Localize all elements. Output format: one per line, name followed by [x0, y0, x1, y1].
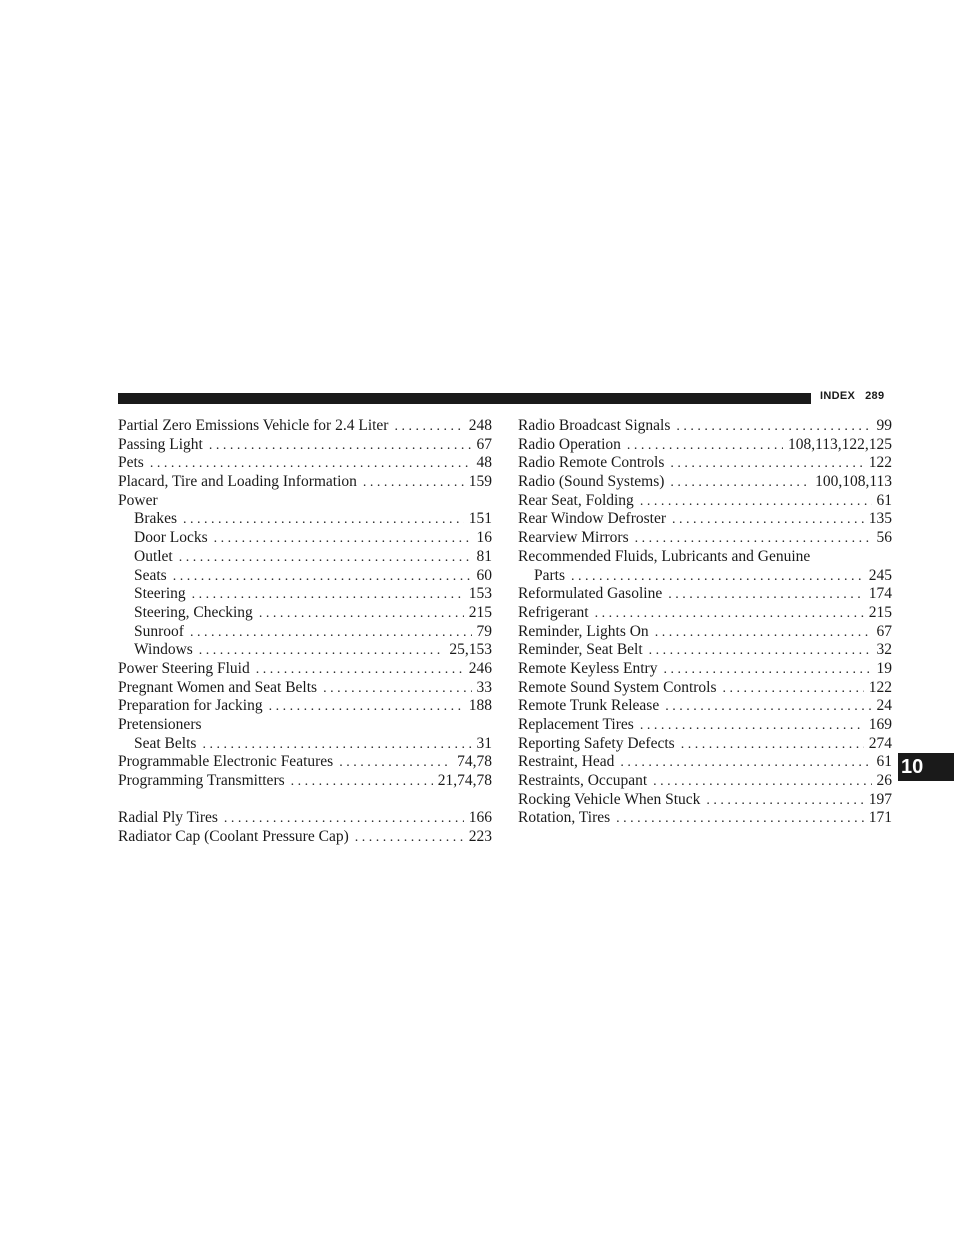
entry-pages: 159: [468, 473, 492, 491]
entry-pages: 48: [476, 454, 492, 472]
entry-pages: 248: [468, 417, 492, 434]
entry-term: Placard, Tire and Loading Information: [118, 473, 357, 491]
index-entry: [518, 623, 892, 642]
entry-term: Rocking Vehicle When Stuck: [518, 790, 701, 808]
chapter-tab: 10: [898, 753, 954, 781]
entry-term: Rear Seat, Folding: [518, 491, 634, 509]
entry-term: Preparation for Jacking: [118, 697, 263, 715]
index-subentry: [518, 567, 892, 586]
entry-term: Door Locks: [134, 529, 208, 547]
dot-leader: [199, 642, 445, 660]
index-entry: [518, 473, 892, 492]
index-entry: [518, 697, 892, 716]
entry-term: Reporting Safety Defects: [518, 734, 675, 752]
dot-leader: [224, 810, 464, 828]
entry-term: Pregnant Women and Seat Belts: [118, 678, 318, 696]
dot-leader: [150, 455, 472, 473]
dot-leader: [291, 773, 433, 791]
index-entry: [118, 436, 492, 455]
index-entry: [518, 417, 892, 436]
index-subentry: [118, 585, 492, 604]
entry-pages: 16: [476, 529, 492, 547]
entry-pages: 25,153: [449, 641, 492, 659]
entry-pages: 174: [868, 585, 892, 603]
entry-term: Restraints, Occupant: [518, 772, 648, 790]
entry-term: Refrigerant: [518, 603, 589, 621]
dot-leader: [394, 418, 463, 436]
dot-leader: [627, 437, 783, 455]
entry-term: Reminder, Lights On: [518, 622, 649, 640]
index-entry: [118, 473, 492, 492]
entry-pages: 245: [868, 566, 892, 584]
entry-term: Replacement Tires: [518, 716, 634, 733]
dot-leader: [670, 455, 863, 473]
entry-term: Brakes: [134, 510, 178, 528]
entry-pages: 169: [868, 716, 892, 733]
entry-term: Windows: [134, 641, 193, 659]
entry-pages: 67: [476, 435, 492, 453]
index-entry: [518, 716, 892, 735]
entry-pages: 24: [876, 697, 892, 715]
entry-pages: 61: [876, 753, 892, 771]
entry-term: Parts: [534, 566, 565, 584]
index-entry: [518, 436, 892, 455]
entry-pages: 122: [868, 454, 892, 472]
running-header: [820, 390, 884, 402]
entry-pages: 122: [868, 678, 892, 696]
index-entry: [118, 828, 492, 847]
index-column-right: [518, 417, 892, 828]
entry-term: Partial Zero Emissions Vehicle for 2.4 Liter: [118, 417, 389, 434]
dot-leader: [571, 568, 864, 586]
entry-pages: 19: [876, 659, 892, 677]
index-entry: [518, 679, 892, 698]
entry-pages: 79: [476, 622, 492, 640]
index-entry: [118, 772, 492, 791]
entry-gap: [118, 791, 492, 810]
index-entry: [518, 753, 892, 772]
index-entry: [118, 753, 492, 772]
entry-pages: 223: [468, 828, 492, 846]
entry-term: Remote Keyless Entry: [518, 659, 658, 677]
entry-term: Pets: [118, 454, 144, 472]
entry-pages: 100,108,113: [815, 473, 892, 491]
entry-term: Radio (Sound Systems): [518, 473, 665, 491]
entry-term: Passing Light: [118, 435, 203, 453]
index-entry: [518, 791, 892, 810]
index-subentry: [118, 548, 492, 567]
index-entry: [118, 809, 492, 828]
index-entry: [518, 492, 892, 511]
entry-term: Radiator Cap (Coolant Pressure Cap): [118, 828, 349, 846]
index-entry: [518, 772, 892, 791]
entry-term: Radial Ply Tires: [118, 809, 218, 827]
dot-leader: [192, 586, 464, 604]
entry-term: Radio Remote Controls: [518, 454, 665, 472]
index-entry: [518, 510, 892, 529]
dot-leader: [681, 736, 864, 754]
entry-term: Steering: [134, 585, 186, 603]
index-entry: [518, 735, 892, 754]
entry-term: Rotation, Tires: [518, 809, 611, 827]
entry-term: Reformulated Gasoline: [518, 585, 663, 603]
entry-pages: 61: [876, 491, 892, 509]
dot-leader: [706, 792, 863, 810]
entry-term: Outlet: [134, 547, 173, 565]
index-subentry: [118, 510, 492, 529]
dot-leader: [183, 511, 464, 529]
index-column-left: [118, 417, 492, 847]
entry-pages: 67: [876, 622, 892, 640]
dot-leader: [620, 754, 871, 772]
dot-leader: [179, 549, 472, 567]
index-entry: [518, 641, 892, 660]
dot-leader: [209, 437, 472, 455]
entry-term: Programming Transmitters: [118, 772, 285, 790]
index-entry: [118, 660, 492, 679]
dot-leader: [672, 511, 864, 529]
index-entry: [118, 417, 492, 436]
entry-pages: 166: [468, 809, 492, 827]
entry-term: Rearview Mirrors: [518, 529, 629, 547]
dot-leader: [655, 624, 872, 642]
entry-term: Reminder, Seat Belt: [518, 641, 643, 659]
index-subentry: [118, 735, 492, 754]
dot-leader: [640, 717, 864, 735]
entry-pages: 151: [468, 510, 492, 528]
entry-pages: 171: [868, 809, 892, 827]
dot-leader: [640, 493, 872, 511]
entry-pages: 21,74,78: [437, 772, 492, 790]
entry-pages: 135: [868, 510, 892, 528]
entry-pages: 26: [876, 772, 892, 790]
dot-leader: [616, 810, 864, 828]
dot-leader: [256, 661, 464, 679]
entry-pages: 108,113,122,125: [787, 435, 892, 453]
entry-term: Power: [118, 491, 158, 509]
entry-pages: 33: [476, 678, 492, 696]
entry-pages: 215: [468, 603, 492, 621]
entry-pages: 274: [868, 734, 892, 752]
dot-leader: [665, 698, 871, 716]
header-rule: [118, 393, 811, 404]
dot-leader: [649, 642, 872, 660]
index-entry: [118, 679, 492, 698]
entry-pages: 188: [468, 697, 492, 715]
dot-leader: [214, 530, 472, 548]
entry-term: Programmable Electronic Features: [118, 753, 334, 771]
index-subentry: [118, 567, 492, 586]
entry-pages: 56: [876, 529, 892, 547]
dot-leader: [173, 568, 472, 586]
dot-leader: [595, 605, 864, 623]
section-title: INDEX: [820, 390, 856, 402]
dot-leader: [323, 680, 471, 698]
index-entry: [518, 604, 892, 623]
entry-pages: 153: [468, 585, 492, 603]
entry-pages: 31: [476, 734, 492, 752]
index-entry: [518, 660, 892, 679]
dot-leader: [269, 698, 464, 716]
entry-term: Restraint, Head: [518, 753, 615, 771]
entry-pages: 99: [876, 417, 892, 434]
dot-leader: [202, 736, 471, 754]
entry-pages: 215: [868, 603, 892, 621]
entry-pages: 197: [868, 790, 892, 808]
index-heading: [518, 548, 892, 567]
entry-term: Recommended Fluids, Lubricants and Genuine: [518, 547, 811, 565]
dot-leader: [355, 829, 464, 847]
index-entry: [518, 529, 892, 548]
entry-term: Power Steering Fluid: [118, 659, 250, 677]
index-heading: [118, 492, 492, 511]
entry-term: Radio Operation: [518, 435, 621, 453]
index-entry: [518, 585, 892, 604]
dot-leader: [663, 661, 871, 679]
entry-pages: 81: [476, 547, 492, 565]
dot-leader: [190, 624, 472, 642]
entry-term: Pretensioners: [118, 716, 202, 733]
index-entry: [518, 809, 892, 828]
index-entry: [518, 454, 892, 473]
dot-leader: [259, 605, 464, 623]
entry-term: Remote Trunk Release: [518, 697, 660, 715]
dot-leader: [723, 680, 864, 698]
index-heading: [118, 716, 492, 735]
dot-leader: [668, 586, 864, 604]
dot-leader: [653, 773, 871, 791]
entry-pages: 60: [476, 566, 492, 584]
entry-pages: 32: [876, 641, 892, 659]
dot-leader: [635, 530, 872, 548]
entry-term: Seat Belts: [134, 734, 197, 752]
index-subentry: [118, 623, 492, 642]
index-entry: [118, 454, 492, 473]
entry-pages: 246: [468, 659, 492, 677]
entry-term: Seats: [134, 566, 167, 584]
index-subentry: [118, 604, 492, 623]
dot-leader: [670, 474, 810, 492]
entry-term: Radio Broadcast Signals: [518, 417, 671, 434]
dot-leader: [676, 418, 871, 436]
index-entry: [118, 697, 492, 716]
entry-term: Rear Window Defroster: [518, 510, 667, 528]
page-number: 289: [865, 390, 885, 402]
entry-term: Sunroof: [134, 622, 184, 640]
entry-term: Steering, Checking: [134, 603, 253, 621]
entry-pages: 74,78: [457, 753, 492, 771]
dot-leader: [363, 474, 464, 492]
index-subentry: [118, 529, 492, 548]
entry-term: Remote Sound System Controls: [518, 678, 717, 696]
index-subentry: [118, 641, 492, 660]
dot-leader: [339, 754, 452, 772]
